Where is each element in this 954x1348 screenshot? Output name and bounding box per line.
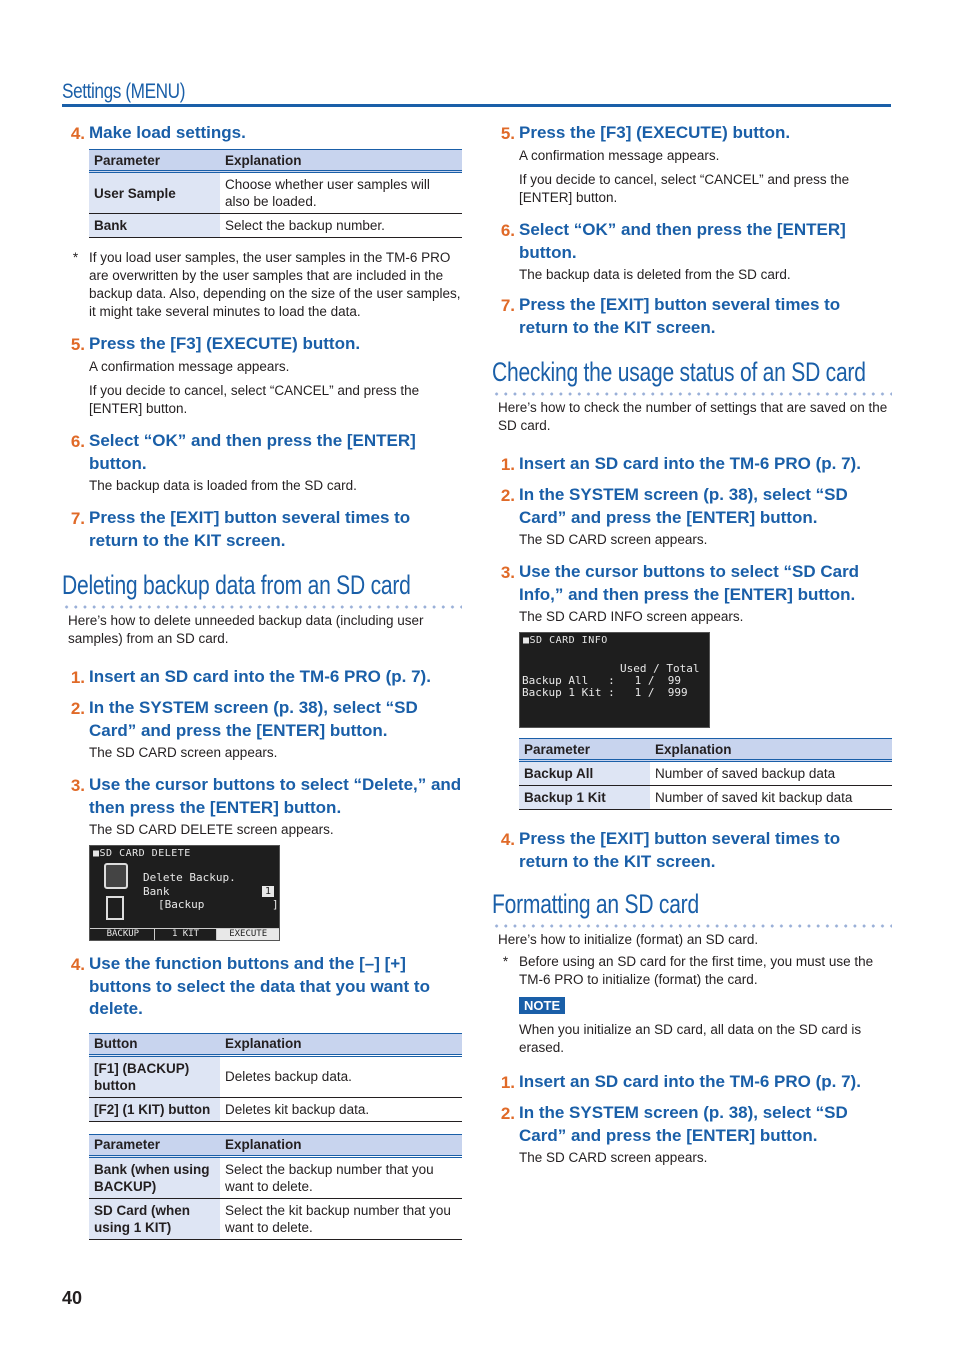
file-icon bbox=[106, 896, 124, 920]
footnote bbox=[62, 249, 462, 321]
step-description: The SD CARD screen appears. bbox=[519, 532, 708, 547]
step bbox=[62, 507, 462, 552]
step bbox=[492, 1071, 892, 1094]
table-row bbox=[519, 761, 892, 786]
lcd-row: Backup 1 Kit : 1 / 999 bbox=[522, 686, 688, 699]
button-table bbox=[89, 1033, 462, 1122]
step-description: The backup data is deleted from the SD card. bbox=[519, 267, 791, 282]
lcd-row: Backup All : 1 / 99 bbox=[522, 674, 681, 687]
section-divider bbox=[62, 604, 462, 610]
sd-card-info-screen bbox=[519, 632, 710, 728]
step-text: In the SYSTEM screen (p. 38), select “SD Card” and press the [ENTER] button. bbox=[519, 1103, 848, 1145]
step-description: If you decide to cancel, select “CANCEL” and press the [ENTER] button. bbox=[89, 383, 420, 416]
step-number: 6. bbox=[70, 432, 85, 451]
table-header: Parameter bbox=[89, 1134, 220, 1156]
step-number: 2. bbox=[500, 486, 515, 505]
footnote-mark: * bbox=[72, 250, 79, 265]
tab-backup: BACKUP bbox=[90, 929, 155, 940]
param-cell: User Sample bbox=[89, 172, 220, 214]
step bbox=[492, 219, 892, 264]
step-number: 6. bbox=[500, 221, 515, 240]
step bbox=[492, 453, 892, 476]
step-number: 4. bbox=[70, 124, 85, 143]
step-description: A confirmation message appears. bbox=[519, 148, 720, 163]
table-row bbox=[89, 1198, 462, 1239]
step-number: 1. bbox=[70, 668, 85, 687]
step-number: 3. bbox=[500, 563, 515, 582]
step-number: 7. bbox=[70, 509, 85, 528]
step bbox=[62, 666, 462, 689]
step-text: Press the [EXIT] button several times to return to the KIT screen. bbox=[519, 829, 841, 871]
step-text: Use the function buttons and the [–] [+] buttons to select the data that you want to delete. bbox=[89, 954, 430, 1018]
table-row bbox=[89, 1097, 462, 1121]
right-column bbox=[492, 122, 892, 1167]
table-row bbox=[89, 1055, 462, 1097]
usage-table bbox=[519, 738, 892, 810]
step-number: 4. bbox=[500, 830, 515, 849]
desc-cell: Choose whether user samples will also be loaded. bbox=[220, 172, 462, 214]
table-header: Explanation bbox=[220, 150, 462, 172]
section-title: Deleting backup data from an SD card bbox=[62, 570, 411, 600]
table-header: Explanation bbox=[220, 1134, 462, 1156]
step bbox=[62, 430, 462, 475]
footnote-text: If you load user samples, the user samples in the TM-6 PRO are overwritten by the user samples that are included in the backup data. Also, depending on the size of the user samples, it might take several minutes to load the data. bbox=[89, 250, 461, 319]
table-header: Parameter bbox=[519, 739, 650, 761]
step-text: Press the [EXIT] button several times to return to the KIT screen. bbox=[89, 508, 411, 550]
step bbox=[62, 953, 462, 1021]
step bbox=[62, 697, 462, 742]
step bbox=[62, 122, 462, 145]
sd-card-delete-screen bbox=[89, 845, 280, 941]
section-title: Formatting an SD card bbox=[492, 889, 699, 919]
note-text: When you initialize an SD card, all data on the SD card is erased. bbox=[519, 1022, 862, 1055]
bank-value: 1 bbox=[262, 886, 274, 897]
step-description: The SD CARD DELETE screen appears. bbox=[89, 822, 334, 837]
lcd-line: Delete Backup. bbox=[143, 871, 236, 884]
param-cell: [F2] (1 KIT) button bbox=[89, 1097, 220, 1121]
lcd-line: Bank bbox=[143, 885, 170, 898]
step bbox=[492, 122, 892, 145]
desc-cell: Select the backup number that you want to delete. bbox=[220, 1156, 462, 1198]
usage-section bbox=[492, 355, 892, 873]
step-text: Insert an SD card into the TM-6 PRO (p. 7). bbox=[519, 1072, 861, 1091]
lcd-bracket: ] bbox=[272, 898, 279, 911]
note-badge: NOTE bbox=[519, 997, 565, 1014]
header-rule bbox=[62, 104, 891, 107]
step-text: Use the cursor buttons to select “SD Card Info,” and then press the [ENTER] button. bbox=[519, 562, 860, 604]
param-cell: Backup All bbox=[519, 761, 650, 786]
step bbox=[62, 333, 462, 356]
table-header: Button bbox=[89, 1033, 220, 1055]
lcd-line: [Backup bbox=[158, 898, 205, 911]
desc-cell: Number of saved kit backup data bbox=[650, 786, 892, 810]
lcd-title: ■SD CARD INFO bbox=[523, 635, 608, 646]
step-text: Select “OK” and then press the [ENTER] button. bbox=[89, 431, 416, 473]
step-description: The backup data is loaded from the SD card. bbox=[89, 478, 357, 493]
step-number: 2. bbox=[70, 699, 85, 718]
lcd-title: ■SD CARD DELETE bbox=[93, 848, 191, 859]
step-number: 3. bbox=[70, 776, 85, 795]
footnote-text: Before using an SD card for the first time, you must use the TM-6 PRO to initialize (format) the card. bbox=[519, 954, 874, 987]
step-description: The SD CARD screen appears. bbox=[519, 1150, 708, 1165]
step-text: In the SYSTEM screen (p. 38), select “SD Card” and press the [ENTER] button. bbox=[519, 485, 848, 527]
left-column bbox=[62, 122, 462, 1240]
step-number: 7. bbox=[500, 296, 515, 315]
step-text: Select “OK” and then press the [ENTER] button. bbox=[519, 220, 846, 262]
desc-cell: Deletes kit backup data. bbox=[220, 1097, 462, 1121]
param-cell: [F1] (BACKUP) button bbox=[89, 1055, 220, 1097]
step bbox=[62, 774, 462, 819]
table-row bbox=[519, 786, 892, 810]
section-divider bbox=[492, 923, 892, 929]
load-settings-table bbox=[89, 149, 462, 238]
lcd-header: Used / Total bbox=[620, 662, 700, 675]
step bbox=[492, 828, 892, 873]
page-number: 40 bbox=[62, 1288, 83, 1308]
step-text: In the SYSTEM screen (p. 38), select “SD Card” and press the [ENTER] button. bbox=[89, 698, 418, 740]
step-number: 1. bbox=[500, 1073, 515, 1092]
table-row bbox=[89, 214, 462, 238]
param-cell: Bank bbox=[89, 214, 220, 238]
step-description: The SD CARD INFO screen appears. bbox=[519, 609, 744, 624]
desc-cell: Number of saved backup data bbox=[650, 761, 892, 786]
table-row bbox=[89, 1156, 462, 1198]
table-header: Explanation bbox=[220, 1033, 462, 1055]
desc-cell: Select the kit backup number that you want to delete. bbox=[220, 1198, 462, 1239]
step-text: Insert an SD card into the TM-6 PRO (p. 7). bbox=[89, 667, 431, 686]
step-text: Use the cursor buttons to select “Delete,” and then press the [ENTER] button. bbox=[89, 775, 462, 817]
table-header: Parameter bbox=[89, 150, 220, 172]
delete-section bbox=[62, 568, 462, 1240]
lcd-function-tabs bbox=[90, 928, 279, 940]
format-section bbox=[492, 887, 892, 1167]
table-header: Explanation bbox=[650, 739, 892, 761]
section-intro: Here’s how to check the number of settings that are saved on the SD card. bbox=[498, 400, 888, 433]
section-intro: Here’s how to initialize (format) an SD card. bbox=[498, 932, 759, 947]
param-cell: Bank (when using BACKUP) bbox=[89, 1156, 220, 1198]
step-text: Press the [F3] (EXECUTE) button. bbox=[519, 123, 791, 142]
step-text: Press the [EXIT] button several times to return to the KIT screen. bbox=[519, 295, 841, 337]
footnote-mark: * bbox=[502, 954, 509, 969]
step-text: Make load settings. bbox=[89, 123, 246, 142]
step-description: The SD CARD screen appears. bbox=[89, 745, 278, 760]
step-number: 5. bbox=[70, 335, 85, 354]
footnote bbox=[492, 953, 892, 989]
sd-card-icon bbox=[104, 863, 128, 889]
step-description: A confirmation message appears. bbox=[89, 359, 290, 374]
param-cell: Backup 1 Kit bbox=[519, 786, 650, 810]
table-row bbox=[89, 172, 462, 214]
param-cell: SD Card (when using 1 KIT) bbox=[89, 1198, 220, 1239]
step-text: Insert an SD card into the TM-6 PRO (p. 7). bbox=[519, 454, 861, 473]
step-number: 5. bbox=[500, 124, 515, 143]
step bbox=[492, 294, 892, 339]
step-number: 1. bbox=[500, 455, 515, 474]
section-divider bbox=[492, 391, 892, 397]
tab-1-kit: 1 KIT bbox=[155, 929, 218, 940]
step-number: 4. bbox=[70, 955, 85, 974]
section-intro: Here’s how to delete unneeded backup data (including user samples) from an SD card. bbox=[68, 613, 424, 646]
step bbox=[492, 1102, 892, 1147]
desc-cell: Select the backup number. bbox=[220, 214, 462, 238]
section-title: Checking the usage status of an SD card bbox=[492, 357, 866, 387]
page-header-title: Settings (MENU) bbox=[62, 80, 186, 103]
step-number: 2. bbox=[500, 1104, 515, 1123]
step-description: If you decide to cancel, select “CANCEL” and press the [ENTER] button. bbox=[519, 172, 850, 205]
delete-param-table bbox=[89, 1134, 462, 1240]
step bbox=[492, 561, 892, 606]
desc-cell: Deletes backup data. bbox=[220, 1055, 462, 1097]
step bbox=[492, 484, 892, 529]
tab-execute: EXECUTE bbox=[217, 929, 279, 940]
step-text: Press the [F3] (EXECUTE) button. bbox=[89, 334, 361, 353]
